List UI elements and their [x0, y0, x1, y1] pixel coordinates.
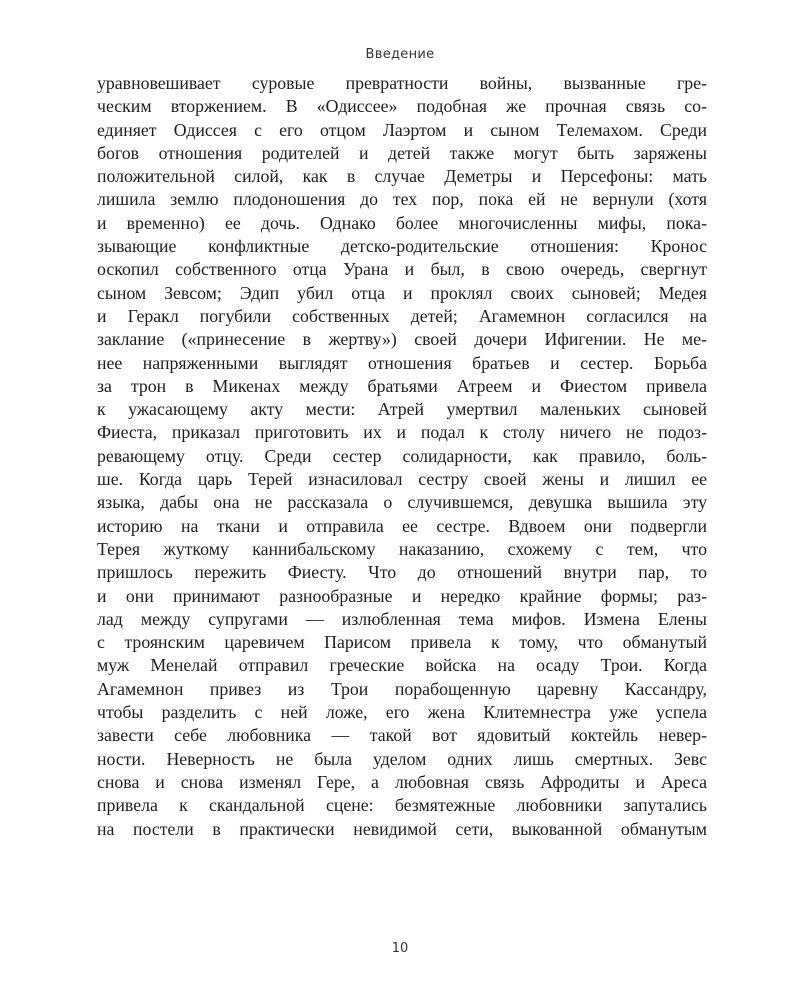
text-line: привела к скандальной сцене: безмятежные любовники запутались	[97, 795, 707, 816]
text-line: лишила землю плодоношения до тех пор, пока ей не вернули (хотя	[97, 189, 707, 210]
text-line: и они принимают разнообразные и нередко крайние формы; раз-	[97, 585, 707, 606]
text-line: зывающие конфликтные детско-родительские отношения: Кронос	[97, 236, 707, 257]
text-line: снова и снова изменял Гере, а любовная связь Афродиты и Ареса	[97, 771, 707, 792]
text-line: единяет Одиссея с его отцом Лаэртом и сыном Телемахом. Среди	[97, 119, 707, 140]
text-line: ности. Неверность не была уделом одних лишь смертных. Зевс	[97, 748, 707, 769]
body-text	[97, 72, 707, 841]
text-line: за трон в Микенах между братьями Атреем и Фиестом привела	[97, 375, 707, 396]
text-line: завести себе любовника — такой вот ядовитый коктейль невер-	[97, 725, 707, 746]
running-header-title: Введение	[365, 47, 435, 62]
page-number: 10	[391, 941, 409, 956]
text-line: историю на ткани и отправила ее сестре. Вдвоем они подвергли	[97, 515, 707, 536]
text-line: ческим вторжением. В «Одиссее» подобная же прочная связь со-	[97, 96, 707, 117]
text-line: лад между супругами — излюбленная тема мифов. Измена Елены	[97, 608, 707, 629]
text-line: Агамемнон привез из Трои порабощенную царевну Кассандру,	[97, 678, 707, 699]
text-line: к ужасающему акту мести: Атрей умертвил маленьких сыновей	[97, 399, 707, 420]
text-line: и временно) ее дочь. Однако более многочисленны мифы, пока-	[97, 212, 707, 233]
text-line: чтобы разделить с ней ложе, его жена Клитемнестра уже успела	[97, 702, 707, 723]
text-line: Фиеста, приказал приготовить их и подал к столу ничего не подоз-	[97, 422, 707, 443]
text-line: на постели в практически невидимой сети, выкованной обманутым	[97, 818, 707, 839]
text-line: с троянским царевичем Парисом привела к тому, что обманутый	[97, 632, 707, 653]
text-line: Терея жуткому каннибальскому наказанию, схожему с тем, что	[97, 538, 707, 559]
text-line: сыном Зевсом; Эдип убил отца и проклял своих сыновей; Медея	[97, 282, 707, 303]
text-line: оскопил собственного отца Урана и был, в свою очередь, свергнут	[97, 259, 707, 280]
text-line: муж Менелай отправил греческие войска на осаду Трои. Когда	[97, 655, 707, 676]
text-line: языка, дабы она не рассказала о случившемся, девушка вышила эту	[97, 492, 707, 513]
text-line: и Геракл погубили собственных детей; Агамемнон согласился на	[97, 305, 707, 326]
text-line: ше. Когда царь Терей изнасиловал сестру своей жены и лишил ее	[97, 469, 707, 490]
text-line: положительной силой, как в случае Деметры и Персефоны: мать	[97, 166, 707, 187]
text-line: уравновешивает суровые превратности войны, вызванные гре-	[97, 73, 707, 93]
text-line: нее напряженными выглядят отношения братьев и сестер. Борьба	[97, 352, 707, 373]
text-line: богов отношения родителей и детей также могут быть заряжены	[97, 142, 707, 163]
text-line: пришлось пережить Фиесту. Что до отношений внутри пар, то	[97, 562, 707, 583]
text-line: ревающему отцу. Среди сестер солидарности, как правило, боль-	[97, 445, 707, 466]
text-line: заклание («принесение в жертву») своей дочери Ифигении. Не ме-	[97, 329, 707, 350]
